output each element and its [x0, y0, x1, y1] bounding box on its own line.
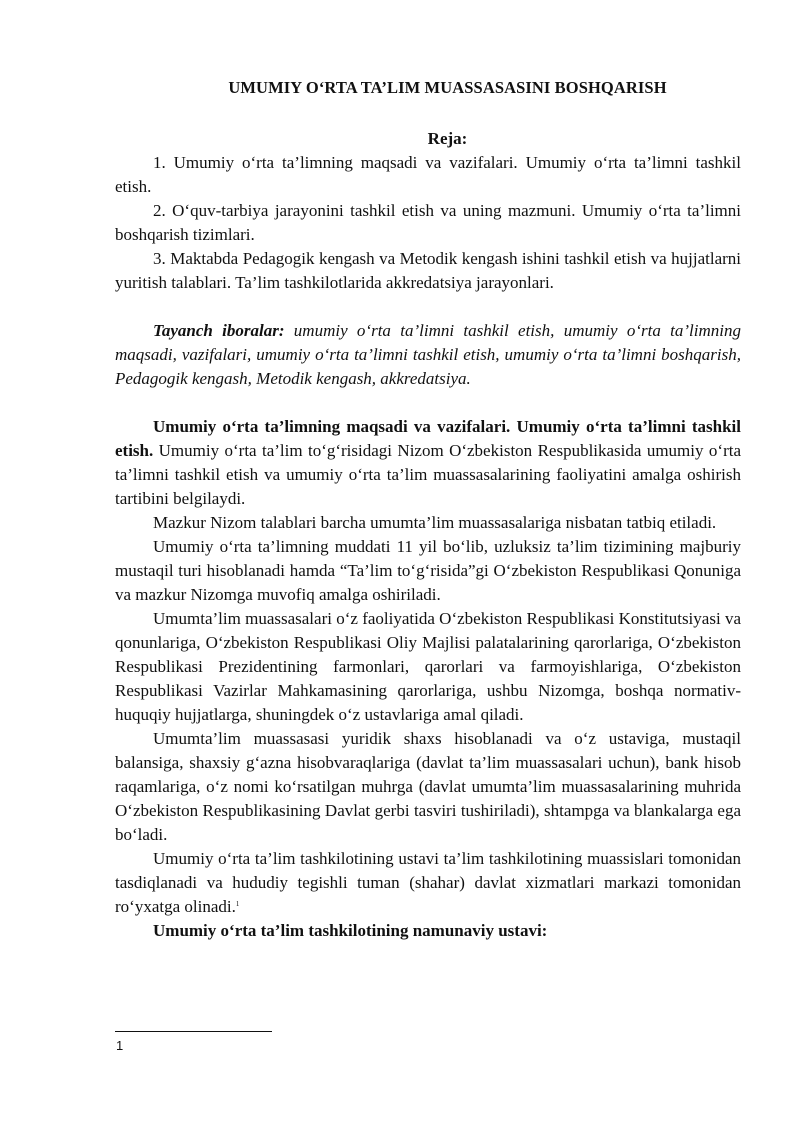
spacer — [115, 391, 741, 415]
section-intro-paragraph — [115, 415, 741, 511]
body-paragraph-3: Umumta’lim muassasalari o‘z faoliyatida O‘zbekiston Respublikasi Konstitutsiyasi va qonunlariga, O‘zbekiston Respublikasi Oliy Majlisi palatalarining qarorlariga, O‘zbekiston Respublikasi Prezidentining farmonlari, qarorlari va farmoyishlariga, O‘zbekiston Respublikasi Vazirlar Mahkamasining qarorlariga, ushbu Nizomga, boshqa normativ-huquqiy hujjatlarga, shuningdek o‘z ustavlariga amal qiladi. — [115, 609, 741, 724]
document-title: UMUMIY O‘RTA TA’LIM MUASSASASINI BOSHQARISH — [228, 78, 667, 97]
section-heading: Umumiy o‘rta ta’limning maqsadi va vazifalari. Umumiy o‘rta ta’limni tashkil etish. — [115, 417, 741, 460]
keywords-text: umumiy o‘rta ta’limni tashkil etish, umumiy o‘rta ta’limning maqsadi, vazifalari, umumiy o‘rta ta’limni tashkil etish, umumiy o‘rta ta’limni boshqarish, Pedagogik kengash, Metodik kengash, akkredatsiya. — [115, 321, 741, 388]
keywords-label: Tayanch iboralar: — [153, 321, 285, 340]
plan-item-1: 1. Umumiy o‘rta ta’limning maqsadi va vazifalari. Umumiy o‘rta ta’limni tashkil etish. — [115, 153, 741, 196]
body-paragraph-5 — [115, 847, 741, 919]
plan-item-2: 2. O‘quv-tarbiya jarayonini tashkil etish va uning mazmuni. Umumiy o‘rta ta’limni boshqarish tizimlari. — [115, 201, 741, 244]
body-paragraph-2: Umumiy o‘rta ta’limning muddati 11 yil bo‘lib, uzluksiz ta’lim tizimining majburiy mustaqil turi hisoblanadi hamda “Ta’lim to‘g‘risida”gi O‘zbekiston Respublikasi Qonuniga va mazkur Nizomga muvofiq amalga oshiriladi. — [115, 537, 741, 604]
section-intro-text: Umumiy o‘rta ta’lim to‘g‘risidagi Nizom O‘zbekiston Respublikasida umumiy o‘rta ta’limni tashkil etish va umumiy o‘rta ta’lim muassasalarining faoliyatini amalga oshirish tartibini belgilaydi. — [115, 441, 741, 508]
footnote-number: 1 — [116, 1038, 124, 1053]
footnote-divider — [115, 1031, 272, 1032]
plan-heading: Reja: — [427, 129, 468, 148]
spacer — [115, 295, 741, 319]
body-paragraph-4: Umumta’lim muassasasi yuridik shaxs hisoblanadi va o‘z ustaviga, mustaqil balansiga, shaxsiy g‘azna hisobvaraqlariga (davlat ta’lim muassasalari uchun), bank hisob raqamlariga, o‘z nomi ko‘rsatilgan muhrga (davlat umumta’lim muassasalarining muhrida O‘zbekiston Respublikasining Davlat gerbi tasviri tushiriladi), shtampga va blankalarga ega bo‘ladi. — [115, 729, 741, 844]
closing-heading: Umumiy o‘rta ta’lim tashkilotining namunaviy ustavi: — [153, 921, 548, 940]
body-paragraph-1: Mazkur Nizom talablari barcha umumta’lim muassasalariga nisbatan tatbiq etiladi. — [153, 513, 717, 532]
last-paragraph-text: Umumiy o‘rta ta’lim tashkilotining ustavi ta’lim tashkilotining muassislari tomonidan tasdiqlanadi va hududiy tegishli tuman (shahar) davlat xizmatlari markazi tomonidan ro‘yxatga olinadi. — [115, 849, 741, 916]
keywords-paragraph — [115, 319, 741, 391]
document-body — [115, 151, 741, 943]
plan-item-3: 3. Maktabda Pedagogik kengash va Metodik kengash ishini tashkil etish va hujjatlarni yuritish talablari. Ta’lim tashkilotlarida akkredatsiya jarayonlari. — [115, 249, 741, 292]
footnote-reference[interactable]: 1 — [235, 900, 240, 908]
